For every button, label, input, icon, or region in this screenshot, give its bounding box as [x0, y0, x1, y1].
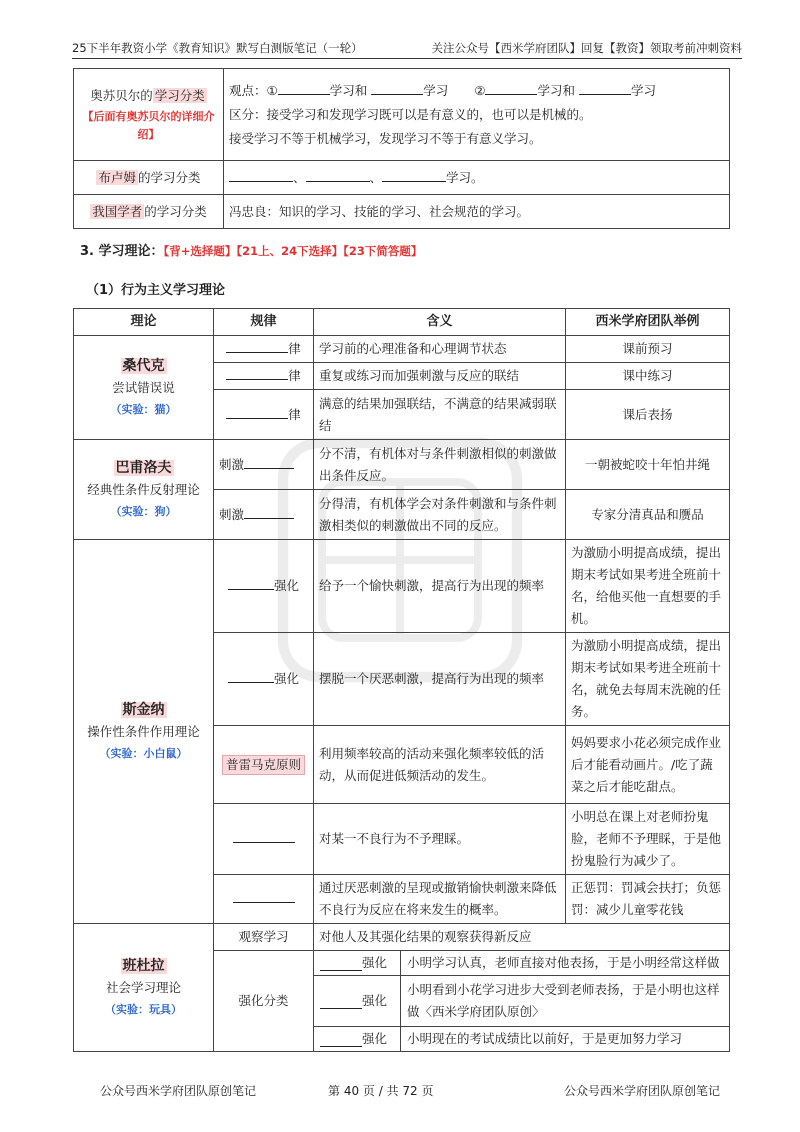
bandura-reinf-row: [314, 976, 730, 1027]
ausubel-note-line: 接受学习不等于机械学习，发现学习不等于有意义学习。: [229, 130, 542, 146]
viewpoint-label: 观点：①: [229, 82, 278, 98]
table-row: [214, 633, 314, 726]
skinner-name: 斯金纳: [122, 701, 165, 718]
page-number: 第 40 页 / 共 72 页: [328, 1084, 434, 1098]
reinforcement-label: 强化分类: [214, 951, 314, 1052]
law-label: 刺激: [219, 506, 245, 522]
thorndike-name: 桑代克: [122, 357, 165, 374]
table-row: [214, 726, 314, 804]
table-row: [314, 1027, 401, 1051]
chinese-scholar-content: 冯忠良：知识的学习、技能的学习、社会规范的学习。: [224, 195, 730, 229]
example-cell: 课中练习: [566, 363, 730, 390]
law-label: 刺激: [219, 456, 245, 472]
law-label: 强化: [273, 671, 299, 686]
pavlov-theory: 经典性条件反射理论: [87, 481, 200, 497]
col-header-theory: 理论: [74, 309, 214, 336]
meaning-cell: 通过厌恶刺激的呈现或撤销愉快刺激来降低不良行为反应在将来发生的概率。: [314, 875, 566, 924]
example-cell: 为激励小明提高成绩，提出期末考试如果考进全班前十名，给他买他一直想要的手机。: [566, 540, 730, 633]
table-row: [314, 951, 401, 975]
law-label: 律: [288, 406, 301, 422]
example-cell: 为激励小明提高成绩，提出期末考试如果考进全班前十名，就免去每周末洗碗的任务。: [566, 633, 730, 726]
example-cell: 正惩罚：罚减会扶打；负惩罚：减少儿童零花钱: [566, 875, 730, 924]
table-row: [214, 363, 314, 390]
bloom-sep-1: 、: [293, 169, 306, 185]
section-3-tag-3: 【23下简答题】: [343, 244, 423, 258]
bandura-reinf-row: [314, 1027, 730, 1052]
section-3-title: [80, 240, 422, 259]
bandura-exp: （实验：玩具）: [105, 1002, 182, 1016]
ausubel-content: [224, 69, 730, 161]
meaning-cell: 学习前的心理准备和心理调节状态: [314, 336, 566, 363]
meaning-cell: 分得清，有机体学会对条件刺激和与条件刺激相类似的刺激做出不同的反应。: [314, 490, 566, 540]
example-cell: 专家分清真品和赝品: [566, 490, 730, 540]
bandura-name: 班杜拉: [122, 957, 165, 974]
bloom-title-hl: 布卢姆: [98, 169, 136, 185]
header-left: 25下半年教资小学《教育知识》默写白测版笔记（一轮）: [72, 41, 363, 55]
learning-classification-table: [73, 68, 730, 229]
learn-2: 学习: [630, 82, 656, 98]
pavlov-exp: （实验：狗）: [110, 504, 177, 518]
bloom-sep-2: 、: [369, 169, 383, 185]
bloom-content: [224, 161, 730, 195]
example-cell: 妈妈要求小花必须完成作业后才能看动画片。/吃了蔬菜之后才能吃甜点。: [566, 726, 730, 804]
ausubel-note: 【后面有奥苏贝尔的详细介绍】: [82, 109, 215, 141]
chinese-scholar-title-post: 的学习分类: [144, 203, 207, 219]
example-cell: 小明看到小花学习进步大受到老师表扬，于是小明也这样做〈西米学府团队原创〉: [407, 982, 720, 1019]
ausubel-title-hl: 学习分类: [154, 87, 205, 103]
thorndike-theory: 尝试错误说: [112, 379, 175, 395]
example-cell: 小明总在课上对老师扮鬼脸，老师不予理睬，于是他扮鬼脸行为减少了。: [566, 804, 730, 875]
bandura-reinf-row: [314, 951, 730, 976]
learn-and-1: 学习和: [329, 82, 368, 98]
table-row: [214, 804, 314, 875]
section-3-tag-1: 【背+选择题】: [163, 244, 237, 258]
meaning-cell: 分不清，有机体对与条件刺激相似的刺激做出条件反应。: [314, 440, 566, 490]
ausubel-title-pre: 奥苏贝尔的: [90, 87, 153, 103]
law-label: 律: [288, 368, 301, 383]
subsection-1-title: （1）行为主义学习理论: [86, 283, 226, 298]
law-label: 强化: [362, 1031, 388, 1046]
observation-label: 观察学习: [214, 924, 314, 951]
learn-1: 学习: [423, 82, 449, 98]
skinner-theory: 操作性条件作用理论: [87, 723, 200, 739]
meaning-cell: 摆脱一个厌恶刺激，提高行为出现的频率: [314, 633, 566, 726]
bloom-title-post: 的学习分类: [138, 169, 201, 185]
col-header-example: 西米学府团队举例: [566, 309, 730, 336]
law-label: 律: [288, 341, 301, 356]
meaning-cell: 利用频率较高的活动来强化频率较低的活动，从而促进低频活动的发生。: [314, 726, 566, 804]
bloom-cell: [74, 161, 224, 195]
meaning-cell: 给予一个愉快刺激，提高行为出现的频率: [314, 540, 566, 633]
table-row: [214, 336, 314, 363]
table-row: [314, 976, 401, 1026]
law-label: 强化: [362, 993, 388, 1008]
footer-left: 公众号西米学府团队原创笔记: [100, 1084, 257, 1098]
pavlov-name: 巴甫洛夫: [115, 459, 172, 476]
bloom-end: 学习。: [446, 169, 484, 185]
behaviorism-table: [73, 308, 730, 1052]
meaning-cell: 对某一不良行为不予理睬。: [314, 804, 566, 875]
pavlov-cell: [74, 440, 214, 540]
chinese-scholar-title-hl: 我国学者: [92, 203, 143, 219]
example-cell: 课前预习: [566, 336, 730, 363]
table-row: [214, 490, 314, 540]
example-cell: 一朝被蛇咬十年怕井绳: [566, 440, 730, 490]
section-3-label: 3. 学习理论：: [80, 244, 164, 259]
section-3-tag-2: 【21上、24下选择】: [236, 244, 344, 258]
ausubel-distinction-line: 区分：接受学习和发现学习既可以是有意义的，也可以是机械的。: [229, 106, 592, 122]
observation-text: 对他人及其强化结果的观察获得新反应: [314, 924, 730, 951]
learn-and-2: 学习和: [537, 82, 575, 98]
premack-label: 普雷马克原则: [222, 755, 305, 775]
skinner-cell: [74, 540, 214, 924]
page-footer: [100, 1082, 720, 1102]
col-header-meaning: 含义: [314, 309, 566, 336]
meaning-cell: 满意的结果加强联结，不满意的结果减弱联结: [314, 390, 566, 440]
chinese-scholar-cell: [74, 195, 224, 229]
col-header-law: 规律: [214, 309, 314, 336]
ausubel-cell: [74, 69, 224, 161]
table-row: [214, 390, 314, 440]
meaning-cell: 重复或练习而加强刺激与反应的联结: [314, 363, 566, 390]
example-cell: 课后表扬: [566, 390, 730, 440]
law-label: 强化: [362, 955, 388, 970]
law-label: 强化: [273, 578, 299, 593]
table-row: [214, 875, 314, 924]
bandura-cell: [74, 924, 214, 1052]
page-header: [72, 38, 742, 59]
example-cell: 小明学习认真，老师直接对他表扬，于是小明经常这样做: [407, 955, 720, 970]
thorndike-exp: （实验：猫）: [110, 402, 177, 416]
ausubel-viewpoint-line: [229, 79, 724, 103]
footer-right: 公众号西米学府团队原创笔记: [563, 1084, 720, 1098]
viewpoint-2-label: ②: [474, 82, 486, 98]
example-cell: 小明现在的考试成绩比以前好，于是更加努力学习: [407, 1031, 683, 1046]
bandura-theory: 社会学习理论: [105, 979, 181, 995]
table-row: [214, 540, 314, 633]
skinner-exp: （实验：小白鼠）: [99, 746, 188, 760]
table-row: [214, 440, 314, 490]
header-right: 关注公众号【西米学府团队】回复【教资】领取考前冲刺资料: [431, 41, 742, 55]
thorndike-cell: [74, 336, 214, 440]
